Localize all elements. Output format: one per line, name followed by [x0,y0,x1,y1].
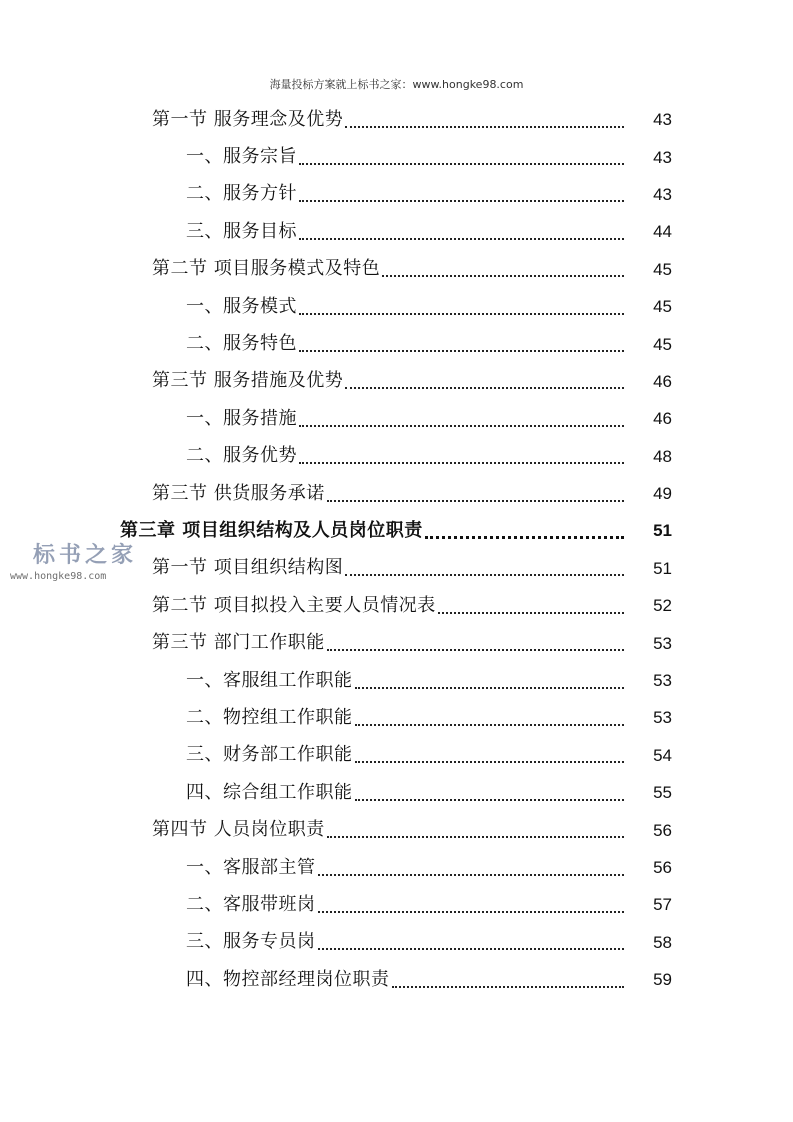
dot-leader [392,968,625,988]
toc-entry[interactable] [0,475,793,512]
dot-leader [425,518,624,539]
toc-entry[interactable] [0,662,793,699]
toc-entry[interactable] [0,251,793,288]
dot-leader [299,295,624,315]
toc-entry-page: 58 [653,932,672,952]
dot-leader [382,257,624,277]
dot-leader [327,631,624,651]
toc-entry-page: 57 [653,895,672,915]
toc-entry-page: 43 [653,184,672,204]
toc-entry[interactable] [0,737,793,774]
watermark-logo: 标书之家 [32,543,137,568]
toc-entry-label: 第三节 供货服务承诺 [152,482,325,504]
toc-entry-page: 45 [653,259,672,279]
dot-leader [355,743,625,763]
toc-entry-page: 53 [653,633,672,653]
toc-entry-page: 56 [653,858,672,877]
toc-entry-page: 48 [653,446,672,466]
toc-entry-label: 第三节 服务措施及优势 [152,370,344,392]
toc-entry-page: 54 [653,745,672,765]
dot-leader [355,781,625,801]
toc-chapter-entry[interactable] [0,512,793,549]
watermark-url: www.hongke98.com [10,571,107,582]
toc-entry[interactable] [0,363,793,400]
toc-entry[interactable] [0,961,793,998]
toc-entry-page: 51 [653,521,672,541]
dot-leader [299,182,624,202]
toc-entry[interactable] [0,213,793,250]
toc-entry-page: 56 [653,820,672,840]
toc-entry[interactable] [0,811,793,848]
toc-entry[interactable] [0,288,793,325]
toc-entry-label: 四、综合组工作职能 [186,781,353,803]
toc-entry-label: 三、服务专员岗 [186,931,316,953]
toc-entry[interactable] [0,438,793,475]
toc-entry[interactable] [0,101,793,138]
toc-entry-label: 一、客服部主管 [186,856,316,878]
dot-leader [345,369,624,389]
toc-entry-label: 二、服务特色 [186,333,297,355]
toc-entry[interactable] [0,886,793,923]
toc-entry-label: 一、服务宗旨 [186,146,297,168]
toc-entry-label: 第一节 服务理念及优势 [152,108,344,130]
toc-entry-page: 45 [653,297,672,317]
toc-entry-page: 52 [653,596,672,616]
toc-entry-label: 第二节 项目拟投入主要人员情况表 [152,594,436,616]
toc-entry-label: 一、服务措施 [186,407,297,429]
table-of-contents [0,101,793,998]
toc-entry[interactable] [0,774,793,811]
toc-entry-label: 四、物控部经理岗位职责 [186,968,390,990]
dot-leader [327,818,624,838]
toc-entry-label: 二、物控组工作职能 [186,706,353,728]
toc-entry-label: 一、客服组工作职能 [186,669,353,691]
toc-entry[interactable] [0,325,793,362]
dot-leader [438,594,624,614]
toc-entry-label: 三、财务部工作职能 [186,744,353,766]
toc-entry-label: 二、客服带班岗 [186,893,316,915]
toc-entry[interactable] [0,587,793,624]
toc-entry-page: 43 [653,110,672,130]
dot-leader [299,220,624,240]
toc-entry-page: 46 [653,409,672,429]
toc-entry[interactable] [0,550,793,587]
dot-leader [299,145,624,165]
toc-entry-page: 51 [653,558,672,578]
toc-entry[interactable] [0,924,793,961]
toc-entry-label: 第四节 人员岗位职责 [152,819,325,841]
toc-entry[interactable] [0,849,793,886]
toc-entry-page: 44 [653,222,672,242]
toc-entry-page: 59 [653,970,672,990]
dot-leader [327,482,624,502]
toc-entry[interactable] [0,138,793,175]
toc-entry-page: 49 [653,484,672,504]
dot-leader [318,856,625,876]
toc-entry-label: 一、服务模式 [186,295,297,317]
dot-leader [345,108,624,128]
toc-entry[interactable] [0,176,793,213]
dot-leader [299,332,624,352]
page-header: 海量投标方案就上标书之家：www.hongke98.com [269,78,524,91]
toc-entry-page: 53 [653,671,672,691]
toc-entry[interactable] [0,624,793,661]
dot-leader [355,706,625,726]
toc-entry-label: 三、服务目标 [186,220,297,242]
dot-leader [299,444,624,464]
dot-leader [355,669,625,689]
toc-entry-label: 二、服务方针 [186,183,297,205]
toc-entry-label: 第三章 项目组织结构及人员岗位职责 [120,519,423,541]
toc-entry-label: 第三节 部门工作职能 [152,632,325,654]
toc-entry-page: 45 [653,334,672,354]
toc-entry-label: 第二节 项目服务模式及特色 [152,258,381,280]
toc-entry[interactable] [0,699,793,736]
toc-entry-page: 53 [653,708,672,728]
toc-entry-page: 46 [653,371,672,391]
dot-leader [318,893,625,913]
dot-leader [299,407,624,427]
dot-leader [318,930,625,950]
dot-leader [345,556,624,576]
toc-entry-page: 43 [653,147,672,167]
toc-entry-label: 第一节 项目组织结构图 [152,557,344,579]
toc-entry[interactable] [0,400,793,437]
toc-entry-page: 55 [653,783,672,803]
toc-entry-label: 二、服务优势 [186,445,297,467]
